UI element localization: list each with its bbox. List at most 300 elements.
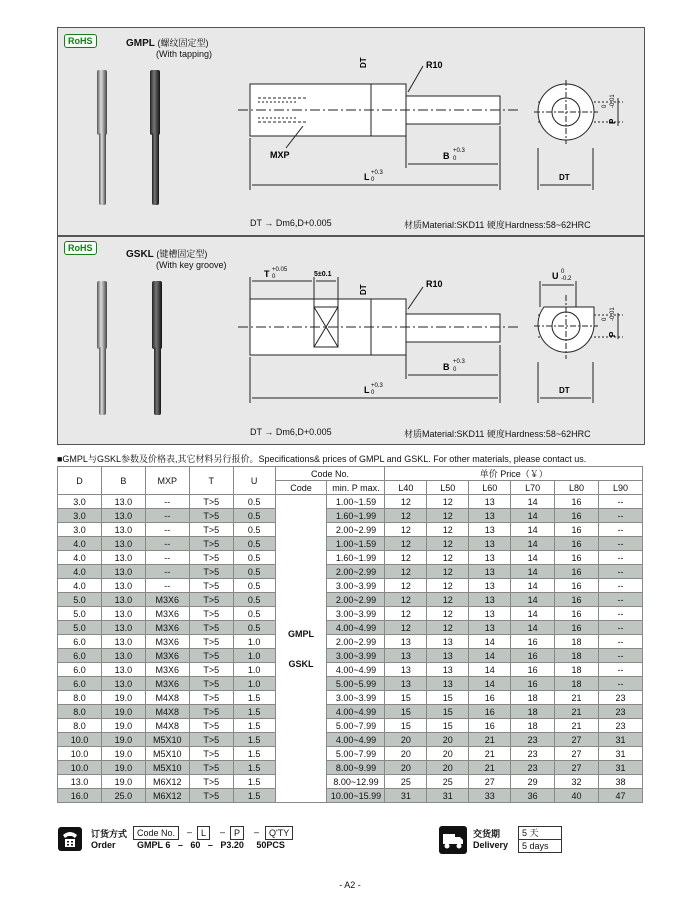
order-dash-1: –	[187, 827, 193, 837]
cell-d: 5.0	[58, 593, 102, 607]
gmpl-dim-l: L	[364, 172, 370, 182]
cell-l40: 12	[385, 495, 427, 509]
gmpl-drawing	[58, 28, 644, 235]
phone-icon	[57, 826, 83, 852]
cell-l90: --	[598, 495, 642, 509]
cell-t: T>5	[189, 789, 233, 803]
cell-mxp: M3X6	[145, 649, 189, 663]
cell-l80: 18	[555, 677, 599, 691]
gskl-note-left: DT → Dm6,D+0.005	[250, 427, 332, 437]
cell-l70: 18	[511, 719, 555, 733]
gskl-dim-dt: DT	[359, 284, 368, 295]
cell-l70: 16	[511, 635, 555, 649]
cell-l70: 16	[511, 663, 555, 677]
cell-l40: 25	[385, 775, 427, 789]
th-l90: L90	[598, 481, 642, 495]
cell-b: 13.0	[101, 621, 145, 635]
cell-l90: --	[598, 635, 642, 649]
cell-u: 1.5	[233, 691, 275, 705]
cell-l80: 16	[555, 523, 599, 537]
table-row	[58, 495, 643, 509]
cell-l90: --	[598, 677, 642, 691]
delivery-days-en: 5 days	[518, 839, 562, 853]
cell-l40: 20	[385, 747, 427, 761]
cell-l80: 18	[555, 649, 599, 663]
cell-t: T>5	[189, 551, 233, 565]
cell-p-range: 1.00~1.59	[327, 495, 385, 509]
gskl-dim-t-tol-lo: 0	[272, 274, 276, 280]
cell-l40: 12	[385, 523, 427, 537]
cell-b: 19.0	[101, 775, 145, 789]
gskl-dim-b-tol-lo: 0	[453, 367, 457, 373]
cell-l40: 12	[385, 607, 427, 621]
cell-l90: --	[598, 621, 642, 635]
order-field-l: L	[197, 826, 210, 840]
gskl-pin-photo-1	[97, 281, 107, 415]
order-example: GMPL 6 – 60 – P3.20 50PCS	[137, 840, 285, 850]
cell-b: 13.0	[101, 663, 145, 677]
cell-l70: 14	[511, 593, 555, 607]
cell-l50: 12	[427, 579, 469, 593]
cell-p-range: 8.00~12.99	[327, 775, 385, 789]
cell-mxp: M5X10	[145, 747, 189, 761]
table-row	[58, 789, 643, 803]
cell-l50: 25	[427, 775, 469, 789]
gskl-dim-u-tol-up: 0	[561, 269, 565, 275]
gmpl-dim-b-tol-lo: 0	[453, 156, 457, 162]
cell-d: 5.0	[58, 607, 102, 621]
cell-u: 0.5	[233, 551, 275, 565]
cell-d: 4.0	[58, 565, 102, 579]
order-label-cn: 订货方式	[91, 829, 128, 839]
cell-t: T>5	[189, 775, 233, 789]
table-row	[58, 565, 643, 579]
cell-l80: 21	[555, 719, 599, 733]
cell-mxp: --	[145, 551, 189, 565]
page-number: - A2 -	[339, 880, 361, 890]
th-min-p-max: min. P max.	[327, 481, 385, 495]
cell-l90: --	[598, 537, 642, 551]
cell-l40: 31	[385, 789, 427, 803]
gskl-end-view	[534, 295, 598, 359]
cell-l70: 23	[511, 733, 555, 747]
spec-price-table	[57, 466, 643, 803]
gskl-title-code: GSKL	[126, 249, 154, 260]
cell-l60: 16	[469, 719, 511, 733]
cell-u: 0.5	[233, 579, 275, 593]
gmpl-dim-mxp: MXP	[270, 150, 290, 160]
gmpl-dim-dt: DT	[359, 57, 368, 68]
cell-l50: 12	[427, 537, 469, 551]
gskl-dim-five: 5±0.1	[314, 271, 332, 278]
cell-l60: 13	[469, 621, 511, 635]
cell-l90: 23	[598, 705, 642, 719]
cell-t: T>5	[189, 649, 233, 663]
table-row	[58, 775, 643, 789]
cell-mxp: M5X10	[145, 761, 189, 775]
cell-t: T>5	[189, 579, 233, 593]
table-row	[58, 579, 643, 593]
cell-l80: 16	[555, 621, 599, 635]
cell-t: T>5	[189, 663, 233, 677]
table-row	[58, 733, 643, 747]
cell-l60: 16	[469, 691, 511, 705]
cell-b: 13.0	[101, 537, 145, 551]
gskl-dim-l-tol-up: +0.3	[371, 383, 383, 389]
cell-p-range: 3.00~3.99	[327, 607, 385, 621]
gskl-dim-r: R10	[426, 279, 443, 289]
cell-t: T>5	[189, 747, 233, 761]
cell-u: 1.0	[233, 649, 275, 663]
cell-l70: 16	[511, 677, 555, 691]
cell-b: 13.0	[101, 649, 145, 663]
cell-l50: 13	[427, 649, 469, 663]
gskl-subtitle: (With key groove)	[156, 260, 227, 270]
cell-p-range: 4.00~4.99	[327, 621, 385, 635]
cell-t: T>5	[189, 691, 233, 705]
cell-d: 3.0	[58, 523, 102, 537]
cell-l90: 23	[598, 719, 642, 733]
cell-b: 13.0	[101, 635, 145, 649]
cell-p-range: 2.00~2.99	[327, 523, 385, 537]
cell-d: 4.0	[58, 579, 102, 593]
cell-l40: 12	[385, 621, 427, 635]
cell-l70: 14	[511, 621, 555, 635]
cell-u: 1.5	[233, 761, 275, 775]
cell-b: 19.0	[101, 719, 145, 733]
cell-u: 1.5	[233, 789, 275, 803]
gmpl-panel	[57, 27, 645, 236]
cell-l70: 18	[511, 691, 555, 705]
cell-mxp: M4X8	[145, 719, 189, 733]
gmpl-dim-dt2: DT	[559, 173, 570, 182]
cell-t: T>5	[189, 593, 233, 607]
gskl-dim-l: L	[364, 385, 370, 395]
gmpl-dim-l-tol-up: +0.3	[371, 170, 383, 176]
cell-p-range: 5.00~5.99	[327, 677, 385, 691]
table-row	[58, 677, 643, 691]
cell-d: 10.0	[58, 761, 102, 775]
order-dash-3: –	[254, 827, 260, 837]
cell-l60: 13	[469, 551, 511, 565]
cell-b: 13.0	[101, 607, 145, 621]
table-row	[58, 649, 643, 663]
cell-l80: 18	[555, 663, 599, 677]
cell-l70: 14	[511, 523, 555, 537]
cell-mxp: M3X6	[145, 635, 189, 649]
table-row	[58, 523, 643, 537]
cell-l60: 13	[469, 607, 511, 621]
cell-l40: 15	[385, 719, 427, 733]
gskl-pin-photo-2	[152, 281, 162, 415]
table-row	[58, 663, 643, 677]
cell-d: 4.0	[58, 551, 102, 565]
cell-d: 3.0	[58, 509, 102, 523]
order-field-qty: Q'TY	[265, 826, 293, 840]
cell-p-range: 2.00~2.99	[327, 635, 385, 649]
table-row	[58, 747, 643, 761]
cell-t: T>5	[189, 495, 233, 509]
th-l40: L40	[385, 481, 427, 495]
cell-p-range: 2.00~2.99	[327, 565, 385, 579]
cell-mxp: --	[145, 523, 189, 537]
cell-l40: 20	[385, 733, 427, 747]
cell-t: T>5	[189, 761, 233, 775]
cell-b: 19.0	[101, 691, 145, 705]
cell-l50: 15	[427, 691, 469, 705]
cell-mxp: M6X12	[145, 789, 189, 803]
cell-l70: 18	[511, 705, 555, 719]
cell-l90: --	[598, 607, 642, 621]
gskl-title-cn: (键槽固定型)	[156, 249, 208, 259]
table-row	[58, 509, 643, 523]
cell-t: T>5	[189, 509, 233, 523]
cell-d: 16.0	[58, 789, 102, 803]
cell-p-range: 3.00~3.99	[327, 691, 385, 705]
cell-u: 0.5	[233, 593, 275, 607]
cell-l70: 14	[511, 537, 555, 551]
cell-u: 1.5	[233, 775, 275, 789]
cell-l60: 14	[469, 649, 511, 663]
gmpl-dim-r: R10	[426, 60, 443, 70]
cell-p-range: 10.00~15.99	[327, 789, 385, 803]
th-l50: L50	[427, 481, 469, 495]
gskl-panel	[57, 236, 645, 445]
th-b: B	[101, 467, 145, 495]
cell-t: T>5	[189, 607, 233, 621]
cell-l40: 12	[385, 579, 427, 593]
cell-mxp: M4X8	[145, 691, 189, 705]
cell-l40: 20	[385, 761, 427, 775]
cell-p-range: 1.60~1.99	[327, 509, 385, 523]
cell-l60: 21	[469, 747, 511, 761]
gmpl-dim-l-tol-lo: 0	[371, 177, 375, 183]
cell-p-range: 3.00~3.99	[327, 649, 385, 663]
delivery-truck-icon	[439, 826, 467, 854]
cell-l50: 12	[427, 509, 469, 523]
gmpl-subtitle: (With tapping)	[156, 49, 213, 59]
cell-l70: 14	[511, 565, 555, 579]
cell-l60: 13	[469, 537, 511, 551]
gmpl-side-view	[238, 84, 518, 136]
gskl-dim-b: B	[443, 362, 450, 372]
cell-u: 0.5	[233, 509, 275, 523]
cell-u: 1.5	[233, 719, 275, 733]
cell-p-range: 1.60~1.99	[327, 551, 385, 565]
cell-l50: 12	[427, 607, 469, 621]
cell-p-range: 5.00~7.99	[327, 747, 385, 761]
cell-mxp: M3X6	[145, 621, 189, 635]
cell-mxp: --	[145, 495, 189, 509]
cell-l70: 16	[511, 649, 555, 663]
cell-p-range: 3.00~3.99	[327, 579, 385, 593]
cell-mxp: --	[145, 579, 189, 593]
cell-l70: 14	[511, 579, 555, 593]
cell-l80: 16	[555, 537, 599, 551]
cell-t: T>5	[189, 705, 233, 719]
gskl-rohs-badge: RoHS	[64, 241, 97, 255]
cell-l80: 16	[555, 551, 599, 565]
cell-l90: --	[598, 523, 642, 537]
cell-l90: --	[598, 551, 642, 565]
cell-u: 0.5	[233, 621, 275, 635]
cell-t: T>5	[189, 677, 233, 691]
cell-l80: 21	[555, 705, 599, 719]
gskl-dim-dt2: DT	[559, 386, 570, 395]
cell-l90: --	[598, 649, 642, 663]
cell-mxp: M3X6	[145, 607, 189, 621]
gmpl-rohs-badge: RoHS	[64, 34, 97, 48]
th-price: 单价 Price（￥）	[385, 467, 643, 481]
gmpl-title-code: GMPL	[126, 38, 155, 49]
cell-l80: 32	[555, 775, 599, 789]
gmpl-dim-p-tol-up: 0	[602, 104, 608, 108]
cell-l40: 13	[385, 649, 427, 663]
cell-l40: 13	[385, 663, 427, 677]
table-row	[58, 593, 643, 607]
cell-l50: 13	[427, 635, 469, 649]
cell-d: 8.0	[58, 691, 102, 705]
gskl-dim-p-tol-up: 0	[602, 317, 608, 321]
code-label-gskl: GSKL	[288, 658, 314, 669]
gmpl-end-view	[534, 80, 598, 144]
order-label-en: Order	[91, 840, 116, 850]
cell-l80: 16	[555, 565, 599, 579]
code-label-gmpl: GMPL	[288, 628, 315, 639]
gskl-dim-p-tol-lo: -0.01	[610, 307, 616, 321]
gskl-side-view	[238, 299, 518, 355]
cell-u: 1.0	[233, 677, 275, 691]
cell-d: 6.0	[58, 677, 102, 691]
cell-l80: 18	[555, 635, 599, 649]
cell-b: 13.0	[101, 579, 145, 593]
cell-l90: 31	[598, 747, 642, 761]
cell-l80: 16	[555, 495, 599, 509]
gmpl-note-right: 材质Material:SKD11 硬度Hardness:58~62HRC	[404, 220, 591, 230]
th-l80: L80	[555, 481, 599, 495]
cell-l50: 12	[427, 551, 469, 565]
cell-l50: 13	[427, 663, 469, 677]
th-code-no: Code No.	[275, 467, 385, 481]
cell-l60: 13	[469, 523, 511, 537]
cell-u: 1.5	[233, 733, 275, 747]
cell-l40: 12	[385, 593, 427, 607]
cell-l80: 27	[555, 761, 599, 775]
gmpl-dim-p: P	[608, 118, 617, 124]
cell-l90: --	[598, 663, 642, 677]
cell-u: 1.0	[233, 635, 275, 649]
cell-l70: 23	[511, 761, 555, 775]
cell-b: 19.0	[101, 747, 145, 761]
cell-d: 4.0	[58, 537, 102, 551]
cell-l40: 12	[385, 537, 427, 551]
cell-l90: --	[598, 565, 642, 579]
cell-t: T>5	[189, 733, 233, 747]
cell-l80: 40	[555, 789, 599, 803]
cell-l60: 13	[469, 593, 511, 607]
cell-d: 6.0	[58, 663, 102, 677]
cell-u: 0.5	[233, 495, 275, 509]
cell-l80: 16	[555, 593, 599, 607]
cell-u: 0.5	[233, 565, 275, 579]
cell-b: 13.0	[101, 565, 145, 579]
cell-l50: 15	[427, 705, 469, 719]
gskl-dim-u-tol-lo: -0.2	[561, 276, 572, 282]
cell-l60: 14	[469, 635, 511, 649]
th-t: T	[189, 467, 233, 495]
spec-table-body	[58, 495, 643, 803]
cell-l80: 16	[555, 607, 599, 621]
cell-b: 25.0	[101, 789, 145, 803]
cell-l50: 12	[427, 495, 469, 509]
cell-d: 3.0	[58, 495, 102, 509]
cell-l90: --	[598, 509, 642, 523]
cell-mxp: M5X10	[145, 733, 189, 747]
cell-p-range: 2.00~2.99	[327, 593, 385, 607]
gmpl-title-cn: (螺纹固定型)	[157, 38, 209, 48]
cell-code	[275, 495, 327, 803]
cell-l80: 27	[555, 733, 599, 747]
th-l60: L60	[469, 481, 511, 495]
cell-p-range: 1.00~1.59	[327, 537, 385, 551]
gskl-drawing	[58, 237, 644, 444]
cell-mxp: M3X6	[145, 593, 189, 607]
delivery-label-en: Delivery	[473, 840, 509, 850]
cell-b: 13.0	[101, 593, 145, 607]
cell-b: 19.0	[101, 733, 145, 747]
table-row	[58, 719, 643, 733]
cell-l40: 13	[385, 635, 427, 649]
cell-l70: 29	[511, 775, 555, 789]
gskl-dim-p: P	[608, 331, 617, 337]
cell-t: T>5	[189, 635, 233, 649]
cell-l40: 12	[385, 509, 427, 523]
cell-b: 13.0	[101, 551, 145, 565]
cell-l80: 16	[555, 579, 599, 593]
cell-l60: 14	[469, 677, 511, 691]
cell-b: 19.0	[101, 761, 145, 775]
cell-l90: 38	[598, 775, 642, 789]
gskl-dim-b-tol-up: +0.3	[453, 359, 465, 365]
cell-d: 5.0	[58, 621, 102, 635]
cell-l60: 16	[469, 705, 511, 719]
cell-l90: --	[598, 579, 642, 593]
cell-l50: 12	[427, 593, 469, 607]
cell-p-range: 8.00~9.99	[327, 761, 385, 775]
cell-mxp: M3X6	[145, 663, 189, 677]
table-row	[58, 537, 643, 551]
cell-t: T>5	[189, 565, 233, 579]
cell-t: T>5	[189, 537, 233, 551]
cell-l50: 15	[427, 719, 469, 733]
cell-l70: 14	[511, 509, 555, 523]
cell-l60: 27	[469, 775, 511, 789]
gmpl-note-left: DT → Dm6,D+0.005	[250, 218, 332, 228]
table-row	[58, 761, 643, 775]
cell-l50: 12	[427, 621, 469, 635]
cell-l60: 13	[469, 579, 511, 593]
cell-d: 13.0	[58, 775, 102, 789]
th-mxp: MXP	[145, 467, 189, 495]
gmpl-dim-b: B	[443, 151, 450, 161]
cell-u: 1.0	[233, 663, 275, 677]
cell-l50: 13	[427, 677, 469, 691]
cell-mxp: M4X8	[145, 705, 189, 719]
cell-l90: 31	[598, 761, 642, 775]
cell-mxp: --	[145, 509, 189, 523]
cell-l40: 12	[385, 565, 427, 579]
cell-l50: 20	[427, 733, 469, 747]
